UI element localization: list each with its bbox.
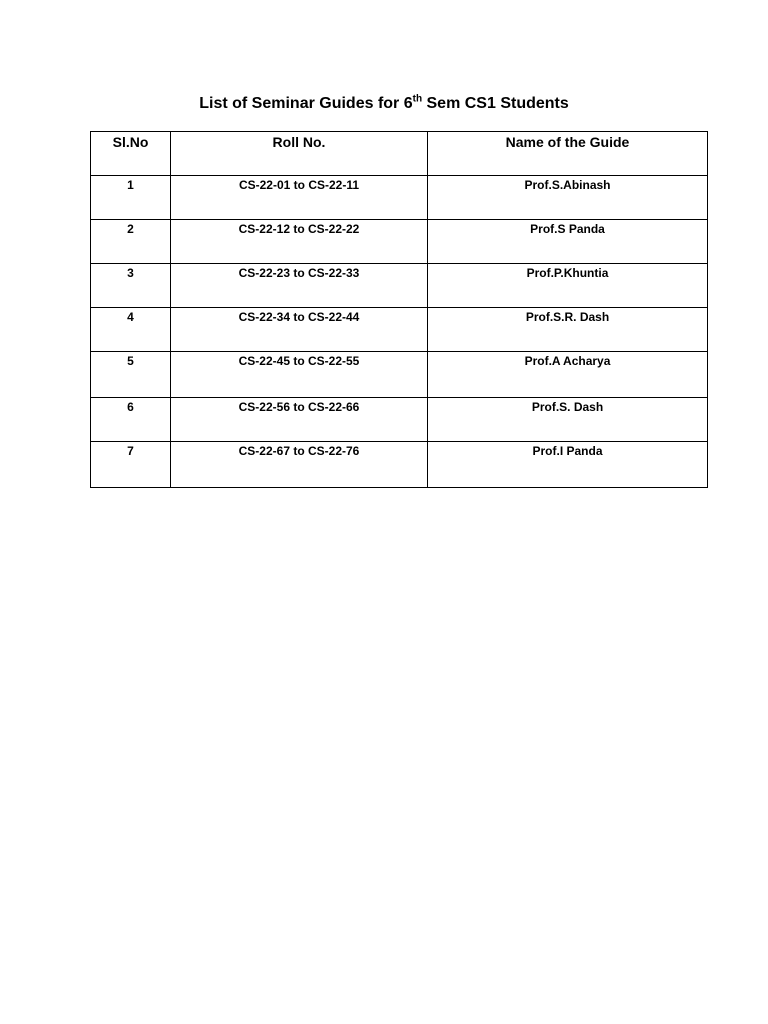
cell-roll-no: CS-22-34 to CS-22-44 <box>171 308 428 352</box>
cell-sl-no: 5 <box>91 352 171 398</box>
table-row <box>91 308 708 352</box>
title-main: List of Seminar Guides for 6 <box>199 95 413 112</box>
header-guide: Name of the Guide <box>428 132 708 176</box>
table-row <box>91 264 708 308</box>
cell-roll-no: CS-22-45 to CS-22-55 <box>171 352 428 398</box>
table-row <box>91 442 708 488</box>
table-row <box>91 220 708 264</box>
cell-guide: Prof.A Acharya <box>428 352 708 398</box>
cell-roll-no: CS-22-12 to CS-22-22 <box>171 220 428 264</box>
table-header-row <box>91 132 708 176</box>
cell-sl-no: 4 <box>91 308 171 352</box>
cell-sl-no: 3 <box>91 264 171 308</box>
cell-roll-no: CS-22-01 to CS-22-11 <box>171 176 428 220</box>
table-row <box>91 398 708 442</box>
cell-sl-no: 1 <box>91 176 171 220</box>
table-row <box>91 352 708 398</box>
header-roll-no: Roll No. <box>171 132 428 176</box>
title-rest: Sem CS1 Students <box>422 95 569 112</box>
cell-guide: Prof.S.R. Dash <box>428 308 708 352</box>
page-title <box>0 94 768 114</box>
cell-roll-no: CS-22-67 to CS-22-76 <box>171 442 428 488</box>
cell-guide: Prof.S Panda <box>428 220 708 264</box>
cell-sl-no: 6 <box>91 398 171 442</box>
seminar-guides-table <box>90 131 708 488</box>
cell-roll-no: CS-22-23 to CS-22-33 <box>171 264 428 308</box>
cell-sl-no: 2 <box>91 220 171 264</box>
table-row <box>91 176 708 220</box>
cell-guide: Prof.S.Abinash <box>428 176 708 220</box>
cell-sl-no: 7 <box>91 442 171 488</box>
cell-guide: Prof.I Panda <box>428 442 708 488</box>
cell-guide: Prof.P.Khuntia <box>428 264 708 308</box>
header-sl-no: Sl.No <box>91 132 171 176</box>
cell-guide: Prof.S. Dash <box>428 398 708 442</box>
cell-roll-no: CS-22-56 to CS-22-66 <box>171 398 428 442</box>
title-superscript: th <box>412 93 423 105</box>
